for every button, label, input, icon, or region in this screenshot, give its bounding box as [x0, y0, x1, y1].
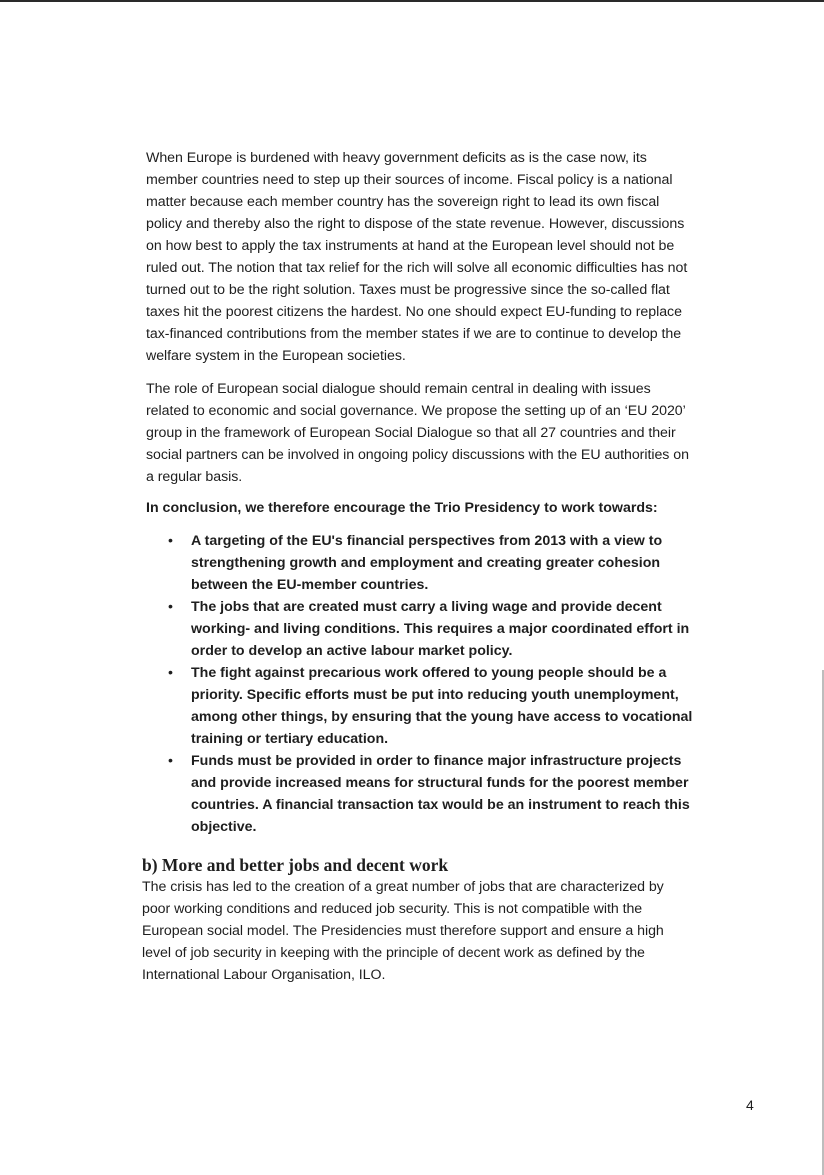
document-page	[142, 147, 694, 986]
list-item-text: The fight against precarious work offered to young people should be a priority. Specific efforts must be put into reducing youth unemployment, among other things, by ensuring that the young have access to vocational training or tertiary education.	[191, 665, 693, 747]
paragraph-fiscal-policy: When Europe is burdened with heavy government deficits as is the case now, its member countries need to step up their sources of income. Fiscal policy is a national matter because each member country has the sovereign right to lead its own fiscal policy and thereby also the right to dispose of the state revenue. However, discussions on how best to apply the tax instruments at hand at the European level should not be ruled out. The notion that tax relief for the rich will solve all economic difficulties has not turned out to be the right solution. Taxes must be progressive since the so-called flat taxes hit the poorest citizens the hardest. No one should expect EU-funding to replace tax-financed contributions from the member states if we are to continue to develop the welfare system in the European societies.	[146, 150, 688, 364]
bullet-icon: •	[168, 533, 173, 549]
section-heading: b) More and better jobs and decent work	[142, 855, 449, 875]
bullet-icon: •	[168, 599, 173, 615]
list-item-text: A targeting of the EU's financial perspectives from 2013 with a view to strengthening growth and employment and creating greater cohesion between the EU-member countries.	[191, 533, 663, 593]
conclusion-heading: In conclusion, we therefore encourage the Trio Presidency to work towards:	[146, 500, 658, 516]
recommendations-list	[146, 530, 694, 838]
scan-top-edge	[0, 0, 824, 2]
list-item-text: The jobs that are created must carry a living wage and provide decent working- and living conditions. This requires a major coordinated effort in order to develop an active labour market policy.	[191, 599, 690, 659]
list-item	[168, 750, 694, 838]
list-item	[168, 530, 694, 596]
page-number: 4	[746, 1097, 754, 1113]
bullet-icon: •	[168, 665, 173, 681]
section-body: The crisis has led to the creation of a great number of jobs that are characterized by poor working conditions and reduced job security. This is not compatible with the European social model. The Presidencies must therefore support and ensure a high level of job security in keeping with the principle of decent work as defined by the International Labour Organisation, ILO.	[142, 879, 664, 983]
paragraph-social-dialogue: The role of European social dialogue should remain central in dealing with issues related to economic and social governance. We propose the setting up of an ‘EU 2020’ group in the framework of European Social Dialogue so that all 27 countries and their social partners can be involved in ongoing policy discussions with the EU authorities on a regular basis.	[146, 381, 689, 485]
list-item	[168, 662, 694, 750]
list-item-text: Funds must be provided in order to finance major infrastructure projects and provide increased means for structural funds for the poorest member countries. A financial transaction tax would be an instrument to reach this objective.	[191, 753, 690, 835]
bullet-icon: •	[168, 753, 173, 769]
list-item	[168, 596, 694, 662]
